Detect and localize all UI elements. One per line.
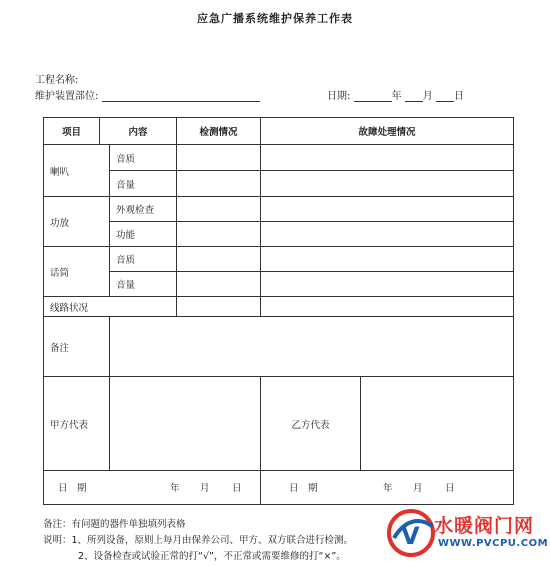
remarks-cell[interactable]	[110, 317, 514, 377]
table-row	[44, 272, 514, 297]
party-b-signature[interactable]	[361, 377, 514, 471]
fault-cell[interactable]	[261, 197, 514, 222]
inspection-cell[interactable]	[177, 222, 261, 247]
content-cell: 功能	[110, 222, 177, 247]
inspection-cell[interactable]	[177, 171, 261, 197]
fault-cell[interactable]	[261, 272, 514, 297]
party-a-signature[interactable]	[110, 377, 261, 471]
content-cell: 音质	[110, 247, 177, 272]
party-a-label: 甲方代表	[44, 377, 110, 471]
day-blank	[436, 90, 454, 102]
fault-cell[interactable]	[261, 222, 514, 247]
fault-cell[interactable]	[261, 145, 514, 171]
party-a-date[interactable]	[44, 471, 261, 505]
table-row	[44, 145, 514, 171]
remarks-label: 备注	[44, 317, 110, 377]
header-row	[44, 118, 514, 145]
year-blank	[354, 90, 392, 102]
year-unit: 年	[391, 91, 402, 102]
watermark-brand: 水暖阀门网	[434, 515, 535, 537]
inspection-cell[interactable]	[177, 197, 261, 222]
date-label: 日期:	[327, 91, 351, 102]
content-cell: 外观检查	[110, 197, 177, 222]
month-label-a: 月	[200, 483, 210, 494]
watermark-url: WWW.PVCPU.COM	[438, 538, 549, 549]
header-inspection: 检测情况	[177, 118, 261, 145]
date-label-a: 日 期	[58, 483, 87, 494]
watermark-logo-icon	[386, 508, 436, 558]
header-fault-handling: 故障处理情况	[261, 118, 514, 145]
party-b-label: 乙方代表	[261, 377, 361, 471]
date-field	[327, 87, 464, 102]
day-label-a: 日	[232, 483, 242, 494]
watermark-logo-letter: V	[401, 522, 420, 550]
inspection-cell[interactable]	[177, 247, 261, 272]
signature-row	[44, 377, 514, 471]
fault-cell[interactable]	[261, 297, 514, 317]
party-b-date[interactable]	[261, 471, 514, 505]
note-remark: 备注：有问题的器件单独填列表格	[43, 519, 186, 530]
item-amplifier: 功放	[44, 197, 110, 247]
item-speaker: 喇叭	[44, 145, 110, 197]
table-row	[44, 197, 514, 222]
item-microphone: 话筒	[44, 247, 110, 297]
date-row	[44, 471, 514, 505]
project-name-label: 工程名称:	[35, 75, 79, 86]
month-unit: 月	[422, 91, 433, 102]
table-row	[44, 247, 514, 272]
fault-cell[interactable]	[261, 171, 514, 197]
header-content: 内容	[100, 118, 177, 145]
inspection-cell[interactable]	[177, 145, 261, 171]
year-label-b: 年	[383, 483, 393, 494]
note-line-2: 2、设备检查或试验正常的打“√”，不正常或需要维修的打“×”。	[78, 551, 346, 562]
date-label-b: 日 期	[289, 483, 318, 494]
content-cell: 音量	[110, 171, 177, 197]
header-item: 项目	[44, 118, 100, 145]
document-title: 应急广播系统维护保养工作表	[197, 12, 353, 25]
inspection-cell[interactable]	[177, 272, 261, 297]
day-unit: 日	[453, 91, 464, 102]
project-name-field	[35, 71, 78, 86]
month-blank	[405, 90, 423, 102]
table-row	[44, 171, 514, 197]
year-label-a: 年	[170, 483, 180, 494]
day-label-b: 日	[445, 483, 455, 494]
line-status-label: 线路状况	[44, 297, 177, 317]
content-cell: 音质	[110, 145, 177, 171]
location-field	[35, 87, 260, 102]
table-row	[44, 222, 514, 247]
fault-cell[interactable]	[261, 247, 514, 272]
table-row	[44, 297, 514, 317]
content-cell: 音量	[110, 272, 177, 297]
location-blank	[102, 90, 260, 102]
month-label-b: 月	[413, 483, 423, 494]
location-label: 维护装置部位:	[35, 91, 99, 102]
remarks-row	[44, 317, 514, 377]
inspection-cell[interactable]	[177, 297, 261, 317]
maintenance-table	[43, 117, 514, 505]
note-line-1: 说明：1、所列设备，原则上每月由保养公司、甲方、双方联合进行检测。	[43, 535, 354, 546]
watermark	[386, 508, 549, 558]
